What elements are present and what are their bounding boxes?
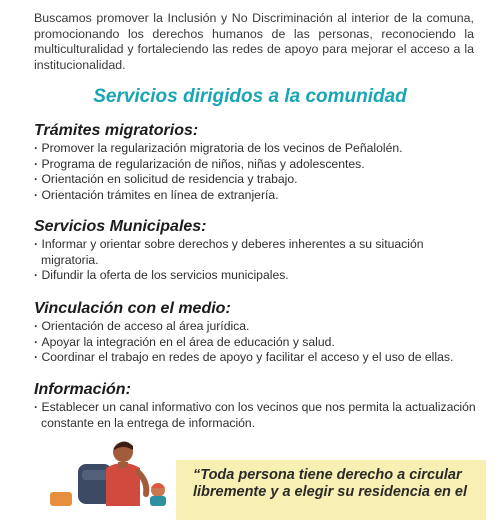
quote-text <box>193 467 493 501</box>
quote-line-2: libremente y a elegir su residencia en el <box>193 484 468 500</box>
section-informacion <box>34 380 479 431</box>
list-item: · Apoyar la integración en el área de educación y salud. <box>34 335 479 351</box>
item-list <box>34 319 479 366</box>
item-list <box>34 400 479 431</box>
section-vinculacion <box>34 299 479 366</box>
list-item: · Coordinar el trabajo en redes de apoyo y facilitar el acceso y el uso de ellas. <box>34 350 479 366</box>
intro-paragraph: Buscamos promover la Inclusión y No Discriminación al interior de la comuna, promocionando los derechos humanos de las personas, reconociendo la multiculturalidad y fortaleciendo las redes de apoyo para mejorar el acceso a la institucionalidad. <box>34 11 474 72</box>
list-item: · Informar y orientar sobre derechos y deberes inherentes a su situación migratoria. <box>34 237 479 268</box>
list-item: · Establecer un canal informativo con los vecinos que nos permita la actualización constante en la entrega de información. <box>34 400 479 431</box>
list-item: · Orientación en solicitud de residencia y trabajo. <box>34 172 479 188</box>
list-item: · Difundir la oferta de los servicios municipales. <box>34 268 479 284</box>
section-title: Servicios Municipales: <box>34 218 207 235</box>
main-title: Servicios dirigidos a la comunidad <box>93 86 407 107</box>
section-tramites-migratorios <box>34 121 479 204</box>
list-item: · Orientación trámites en línea de extranjería. <box>34 188 479 204</box>
family-illustration <box>20 436 190 506</box>
section-title: Información: <box>34 381 131 398</box>
section-servicios-municipales <box>34 217 479 284</box>
list-item: · Programa de regularización de niños, niñas y adolescentes. <box>34 157 479 173</box>
item-list <box>34 237 479 284</box>
list-item: · Promover la regularización migratoria de los vecinos de Peñalolén. <box>34 141 479 157</box>
list-item: · Orientación de acceso al área jurídica. <box>34 319 479 335</box>
item-list <box>34 141 479 204</box>
quote-line-1: “Toda persona tiene derecho a circular <box>193 467 462 483</box>
section-title: Vinculación con el medio: <box>34 300 231 317</box>
section-title: Trámites migratorios: <box>34 122 199 139</box>
